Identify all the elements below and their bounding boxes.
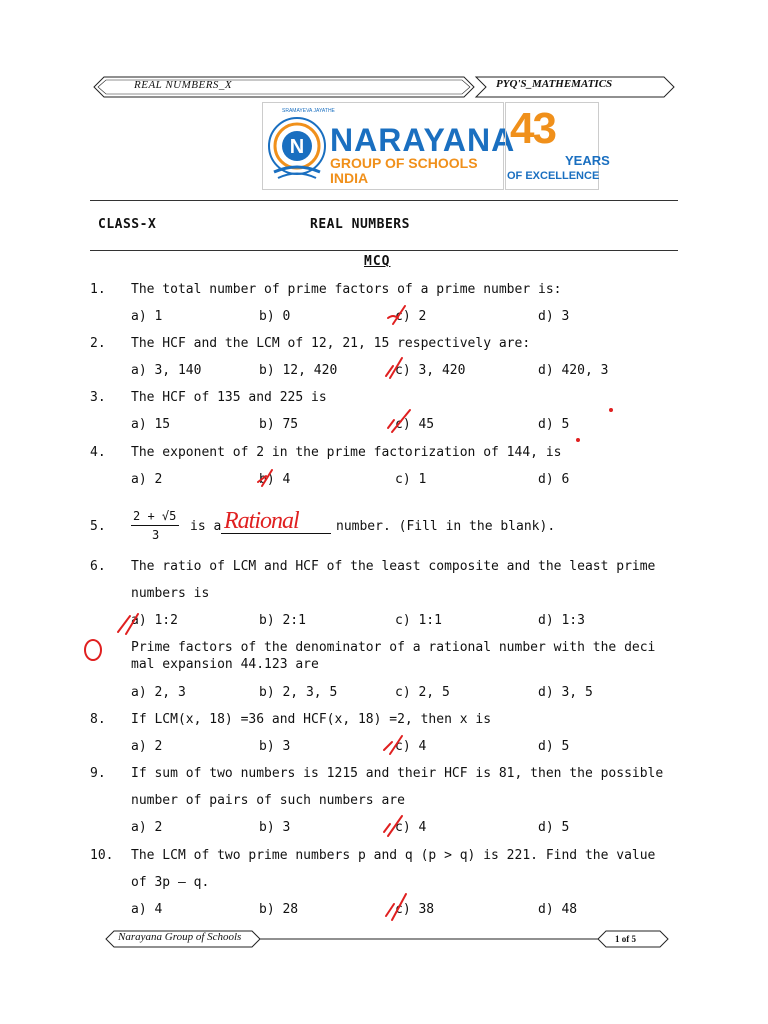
option-b: b) 3 bbox=[259, 820, 291, 835]
question-number: 10. bbox=[90, 848, 114, 863]
anniversary-number: 43 bbox=[510, 104, 555, 153]
option-a: a) 2, 3 bbox=[131, 685, 186, 700]
option-a: a) 1:2 bbox=[131, 613, 178, 628]
brand-name: NARAYANA bbox=[330, 122, 516, 158]
chapter-title: REAL NUMBERS bbox=[310, 217, 410, 232]
option-b: b) 0 bbox=[259, 309, 291, 324]
question-text: If sum of two numbers is 1215 and their HCF is 81, then the possible bbox=[131, 766, 664, 781]
option-a: a) 2 bbox=[131, 820, 163, 835]
emblem-seal-text: SRAMAYEVA JAYATHE bbox=[282, 108, 335, 114]
class-label: CLASS-X bbox=[98, 217, 157, 232]
question-number: 8. bbox=[90, 712, 106, 727]
option-c: c) 1:1 bbox=[395, 613, 442, 628]
option-b: b) 12, 420 bbox=[259, 363, 338, 378]
option-c: c) 45 bbox=[395, 417, 435, 432]
question-text-line2: mal expansion 44.123 are bbox=[131, 657, 319, 672]
option-a: a) 3, 140 bbox=[131, 363, 202, 378]
header-chapter-label: REAL NUMBERS_X bbox=[134, 79, 233, 91]
question-number: 5. bbox=[90, 519, 106, 534]
option-a: a) 1 bbox=[131, 309, 163, 324]
option-a: a) 4 bbox=[131, 902, 163, 917]
question-text-line2: number of pairs of such numbers are bbox=[131, 793, 405, 808]
anniversary-tagline: OF EXCELLENCE bbox=[507, 170, 600, 182]
header-subject-label: PYQ'S_MATHEMATICS bbox=[496, 78, 613, 90]
question-text-continued: number. (Fill in the blank). bbox=[336, 519, 556, 534]
fraction-denominator: 3 bbox=[152, 528, 160, 542]
title-bottom-rule bbox=[90, 250, 678, 251]
option-c: c) 3, 420 bbox=[395, 363, 466, 378]
footer-page-number: 1 of 5 bbox=[615, 934, 636, 944]
question-number: 9. bbox=[90, 766, 106, 781]
question-text: If LCM(x, 18) =36 and HCF(x, 18) =2, then x is bbox=[131, 712, 492, 727]
option-a: a) 2 bbox=[131, 472, 163, 487]
question-text: The ratio of LCM and HCF of the least composite and the least prime bbox=[131, 559, 656, 574]
option-d: d) 5 bbox=[538, 820, 570, 835]
option-b: b) 75 bbox=[259, 417, 299, 432]
option-b: b) 4 bbox=[259, 472, 291, 487]
option-c: c) 38 bbox=[395, 902, 435, 917]
anniversary-years: YEARS bbox=[565, 153, 610, 168]
title-top-rule bbox=[90, 200, 678, 201]
option-d: d) 48 bbox=[538, 902, 578, 917]
option-c: c) 4 bbox=[395, 739, 427, 754]
stray-dot bbox=[577, 439, 579, 441]
question-text: The HCF and the LCM of 12, 21, 15 respectively are: bbox=[131, 336, 531, 351]
svg-text:N: N bbox=[289, 136, 305, 158]
option-b: b) 2, 3, 5 bbox=[259, 685, 338, 700]
option-d: d) 3, 5 bbox=[538, 685, 593, 700]
fraction-numerator: 2 + √5 bbox=[133, 509, 177, 523]
option-c: c) 1 bbox=[395, 472, 427, 487]
option-d: d) 3 bbox=[538, 309, 570, 324]
question-text: The HCF of 135 and 225 is bbox=[131, 390, 327, 405]
question-text: The total number of prime factors of a prime number is: bbox=[131, 282, 562, 297]
question-text: is a bbox=[190, 519, 222, 534]
option-d: d) 420, 3 bbox=[538, 363, 609, 378]
brand-country: INDIA bbox=[330, 170, 369, 186]
question-text-line2: numbers is bbox=[131, 586, 210, 601]
option-d: d) 5 bbox=[538, 417, 570, 432]
question-text: Prime factors of the denominator of a rational number with the deci bbox=[131, 640, 656, 655]
option-c: c) 2 bbox=[395, 309, 427, 324]
question-number: 1. bbox=[90, 282, 106, 297]
narayana-emblem-icon bbox=[266, 106, 328, 184]
option-c: c) 2, 5 bbox=[395, 685, 450, 700]
option-b: b) 28 bbox=[259, 902, 299, 917]
question-number: 4. bbox=[90, 445, 106, 460]
option-a: a) 15 bbox=[131, 417, 171, 432]
fraction-bar bbox=[131, 525, 179, 526]
question-number: 6. bbox=[90, 559, 106, 574]
question-text: The LCM of two prime numbers p and q (p > q) is 221. Find the value bbox=[131, 848, 656, 863]
section-heading: MCQ bbox=[364, 254, 391, 269]
option-a: a) 2 bbox=[131, 739, 163, 754]
option-c: c) 4 bbox=[395, 820, 427, 835]
question-number: 2. bbox=[90, 336, 106, 351]
option-d: d) 5 bbox=[538, 739, 570, 754]
question-text-line2: of 3p – q. bbox=[131, 875, 210, 890]
option-d: d) 6 bbox=[538, 472, 570, 487]
footer-school-name: Narayana Group of Schools bbox=[118, 931, 242, 943]
brand-subtitle: GROUP OF SCHOOLS bbox=[330, 155, 478, 171]
question-text: The exponent of 2 in the prime factorization of 144, is bbox=[131, 445, 562, 460]
handwritten-answer: Rational bbox=[224, 508, 299, 534]
option-b: b) 3 bbox=[259, 739, 291, 754]
option-b: b) 2:1 bbox=[259, 613, 306, 628]
stray-dot bbox=[610, 409, 612, 411]
option-d: d) 1:3 bbox=[538, 613, 585, 628]
question-number: 3. bbox=[90, 390, 106, 405]
